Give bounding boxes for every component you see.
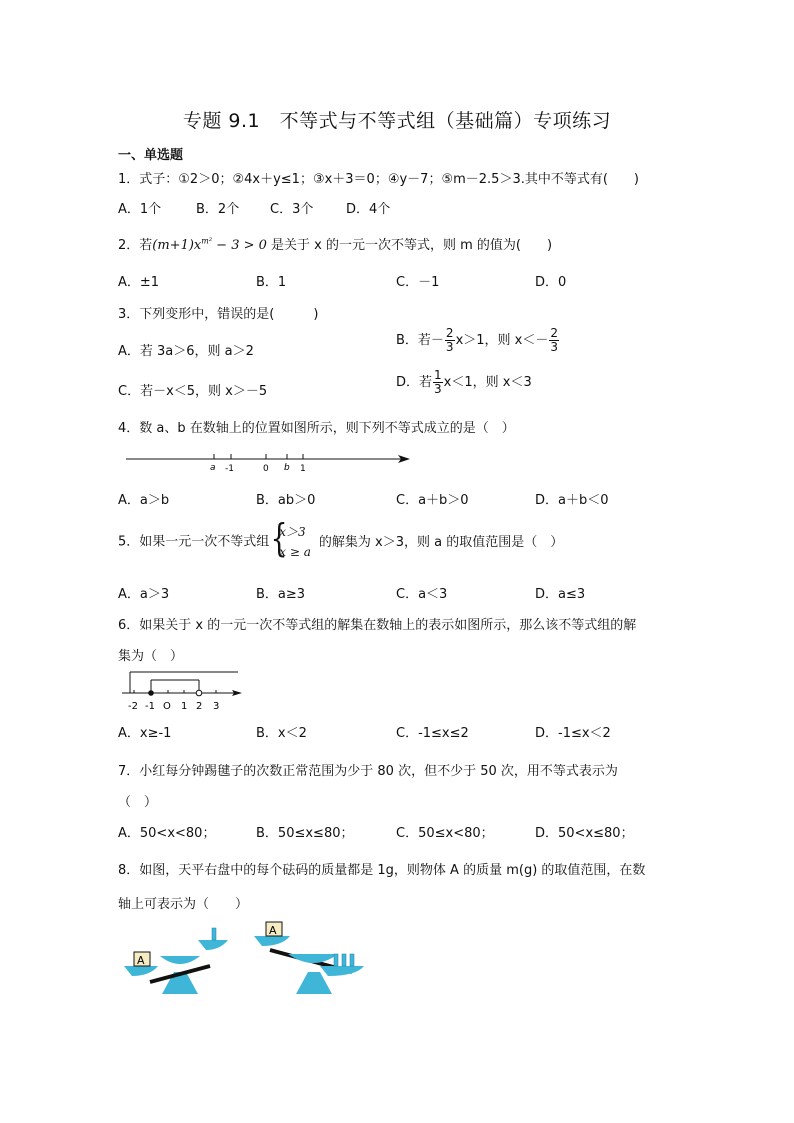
question-1-option-d: D．4个: [346, 202, 391, 217]
question-2-option-a: A．±1: [118, 275, 160, 290]
question-3-option-a: A．若 3a＞6，则 a＞2: [118, 344, 254, 359]
question-1-option-b: B．2个: [196, 202, 240, 217]
question-7-stem-line-1: 7．小红每分钟踢毽子的次数正常范围为少于 80 次，但不少于 50 次，用不等式表示为: [118, 764, 618, 779]
fraction-numerator: 1: [434, 368, 442, 382]
question-6-option-b: B．x＜2: [256, 726, 307, 741]
balance-right-pan-left: [254, 936, 290, 946]
question-5-suffix: 的解集为 x＞3，则 a 的取值范围是（ ）: [318, 534, 564, 550]
question-4-option-b: B．ab＞0: [256, 493, 316, 508]
question-1-option-a: A．1个: [118, 202, 162, 217]
question-2-stem: [118, 234, 552, 253]
question-5-option-d: D．a≤3: [535, 587, 586, 602]
question-5-stem: [118, 522, 563, 562]
system-line-1: { x＞3: [279, 525, 306, 539]
object-a-label: A: [137, 954, 145, 967]
page-title: 专题 9.1 不等式与不等式组（基础篇）专项练习: [182, 110, 612, 132]
question-5-system: [269, 522, 311, 562]
label-2: 2: [196, 701, 203, 712]
question-3-option-d-suffix: x＜1，则 x＜3: [443, 375, 532, 390]
label-0: 0: [263, 464, 269, 474]
weight-icon: [212, 928, 216, 940]
question-7-option-a: A．50<x<80；: [118, 826, 216, 841]
label-1: 1: [300, 464, 306, 474]
label-minus-1: -1: [145, 701, 155, 712]
question-8-balance-figure: [120, 920, 370, 996]
balance-left-pan-left: [124, 966, 158, 976]
label-origin: O: [163, 701, 171, 712]
question-3-option-b-fraction: [445, 327, 455, 354]
question-2-expression-rest: − 3 > 0: [212, 238, 267, 253]
question-2-option-d: D．0: [535, 275, 567, 290]
open-dot-icon: [196, 690, 202, 696]
fraction-numerator: 2: [550, 326, 558, 340]
question-3-stem: 3．下列变形中，错误的是( ): [118, 307, 319, 322]
question-8-stem-line-1: 8．如图，天平右盘中的每个砝码的质量都是 1g，则物体 A 的质量 m(g) 的取值范围，在数: [118, 863, 646, 878]
question-5-option-b: B．a≥3: [256, 587, 306, 602]
label-minus-2: -2: [128, 701, 138, 712]
question-6-option-c: C．-1≤x≤2: [396, 726, 469, 741]
question-2-expression: (m+1)x: [152, 238, 202, 253]
question-3-option-b-fraction-2: [549, 327, 559, 354]
balance-right-pan-right: [320, 966, 364, 976]
question-7-option-c: C．50≤x<80；: [396, 826, 494, 841]
question-3-option-b: [396, 327, 560, 354]
label-3: 3: [213, 701, 220, 712]
balance-left-pan-center: [160, 956, 200, 964]
object-a-label: A: [269, 924, 277, 937]
question-3-option-d-fraction: [433, 369, 443, 396]
question-5-option-a: A．a＞3: [118, 587, 170, 602]
question-1-stem: 1．式子：①2＞0；②4x＋y≤1；③x＋3＝0；④y－7；⑤m－2.5＞3.其中不等式有( ): [118, 172, 639, 187]
question-5-option-c: C．a＜3: [396, 587, 448, 602]
label-minus-1: -1: [225, 464, 234, 474]
question-3-option-b-mid: x＞1，则 x＜－: [455, 333, 549, 348]
weight-icon: [342, 954, 346, 966]
question-3-option-d-prefix: D．若: [396, 375, 433, 390]
balance-left-icon: [124, 928, 228, 994]
question-2-exponent: m²: [201, 236, 213, 246]
question-6-option-d: D．-1≤x＜2: [535, 726, 611, 741]
fraction-denominator: 3: [434, 382, 442, 396]
question-8-stem-line-2: 轴上可表示为（ ）: [118, 897, 249, 912]
question-5-prefix: 5．如果一元一次不等式组: [118, 534, 270, 550]
question-2-option-c: C．－1: [396, 275, 440, 290]
question-7-option-b: B．50≤x≤80；: [256, 826, 354, 841]
question-6-number-line: [118, 666, 248, 712]
question-2-option-b: B．1: [256, 275, 287, 290]
question-4-stem: 4．数 a、b 在数轴上的位置如图所示，则下列不等式成立的是（ ）: [118, 421, 515, 436]
question-1-option-c: C．3个: [270, 202, 314, 217]
weight-icon: [334, 954, 338, 966]
label-a: a: [210, 463, 216, 473]
fraction-denominator: 3: [445, 340, 454, 354]
question-7-stem-line-2: （ ）: [118, 795, 158, 810]
balance-right-base: [296, 972, 332, 994]
question-7-option-d: D．50<x≤80；: [535, 826, 634, 841]
question-3-option-b-prefix: B．若－: [396, 333, 444, 348]
section-heading: 一、单选题: [118, 148, 184, 163]
question-6-option-a: A．x≥-1: [118, 726, 172, 741]
question-2-suffix: 是关于 x 的一元一次不等式，则 m 的值为( ): [266, 238, 553, 253]
weight-icon: [350, 954, 354, 966]
question-3-option-c: C．若－x＜5，则 x＞－5: [118, 384, 268, 399]
question-4-option-d: D．a＋b＜0: [535, 493, 609, 508]
question-6-stem-line-1: 6．如果关于 x 的一元一次不等式组的解集在数轴上的表示如图所示，那么该不等式组的解: [118, 618, 637, 633]
question-2-prefix: 2．若: [118, 238, 153, 253]
balance-left-pan-right: [198, 940, 228, 950]
label-b: b: [284, 463, 290, 473]
question-6-stem-line-2: 集为（ ）: [118, 649, 184, 664]
balance-right-icon: [254, 922, 364, 994]
question-4-number-line: [118, 448, 418, 478]
question-4-option-c: C．a＋b＞0: [396, 493, 469, 508]
question-3-option-d: [396, 369, 532, 396]
label-1: 1: [181, 701, 188, 712]
fraction-denominator: 3: [550, 340, 558, 354]
system-line-2: x ≥ a: [279, 545, 311, 559]
fraction-numerator: 2: [445, 326, 454, 340]
closed-dot-icon: [148, 690, 154, 696]
question-4-option-a: A．a＞b: [118, 493, 170, 508]
